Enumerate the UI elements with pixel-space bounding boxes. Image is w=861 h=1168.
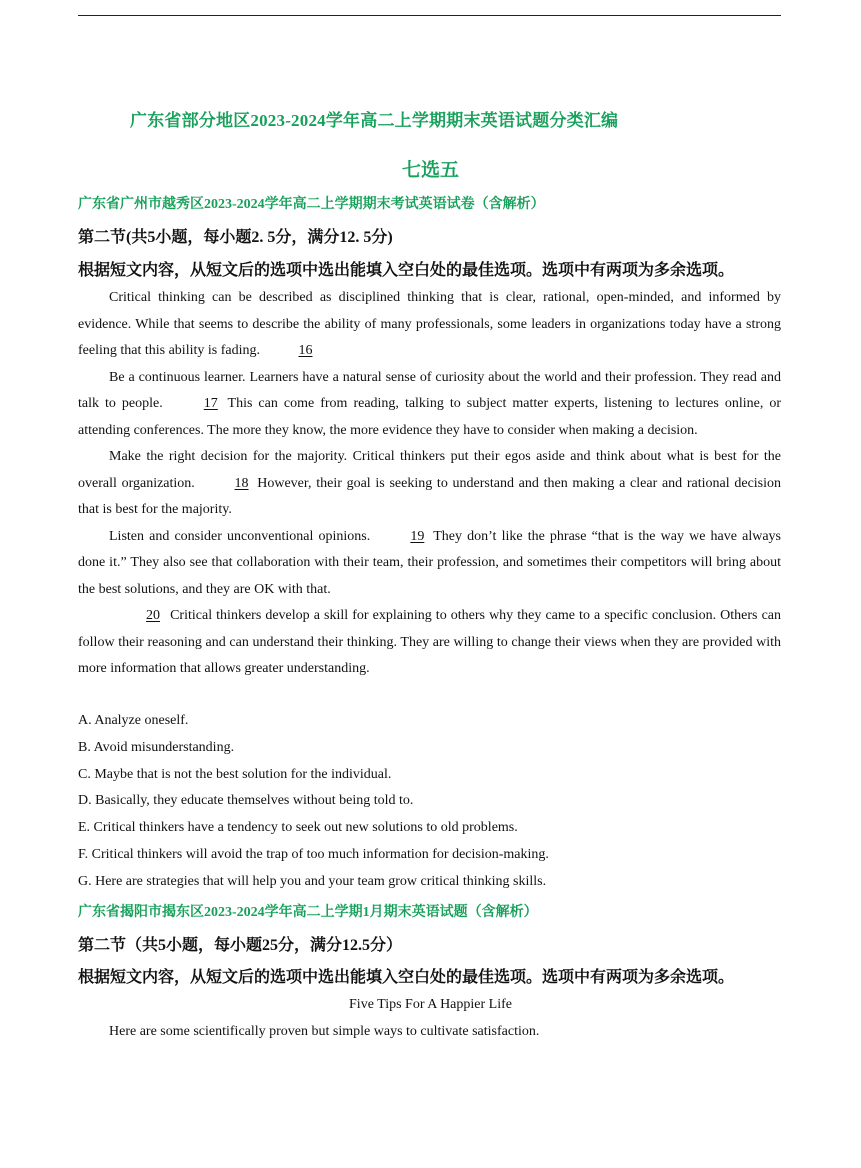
blank-20: 20 — [146, 608, 160, 623]
paragraph-1: Critical thinking can be described as disciplined thinking that is clear, rational, open-minded, and informed by evidence. While that seems to describe the ability of many professionals, some leaders in organizations today have a strong feeling that this ability is fading. 16 — [78, 285, 781, 365]
paragraph-3: Make the right decision for the majority. Critical thinkers put their egos aside and think about what is best for the overall organization. 18 However, their goal is seeking to understand and then making a clear and rational decision that is best for the majority. — [78, 449, 782, 517]
blank-16: 16 — [298, 343, 313, 358]
section1-source: 广东省广州市越秀区2023-2024学年高二上学期期末考试英语试卷（含解析） — [78, 197, 545, 212]
blank-18: 18 — [234, 475, 249, 491]
blank-17: 17 — [203, 396, 218, 411]
top-rule — [78, 15, 781, 16]
document-subtitle: 七选五 — [401, 160, 459, 181]
option-g: G. Here are strategies that will help you and your team grow critical thinking skills. — [78, 873, 547, 889]
section1-part-header: 第二节(共5小题，每小题2. 5分，满分12. 5分) — [78, 229, 393, 246]
passage-title: Five Tips For A Happier Life — [349, 997, 512, 1012]
option-a: A. Analyze oneself. — [78, 713, 189, 728]
document-title: 广东省部分地区2023-2024学年高二上学期期末英语试题分类汇编 — [130, 111, 619, 130]
section2-instruction: 根据短文内容，从短文后的选项中选出能填入空白处的最佳选项。选项中有两项为多余选项。 — [78, 969, 735, 986]
option-c: C. Maybe that is not the best solution for the individual. — [78, 766, 392, 782]
section1-instruction: 根据短文内容，从短文后的选项中选出能填入空白处的最佳选项。选项中有两项为多余选项。 — [78, 262, 735, 279]
option-d: D. Basically, they educate themselves without being told to. — [78, 793, 414, 809]
section2-paragraph-1: Here are some scientifically proven but simple ways to cultivate satisfaction. — [109, 1024, 540, 1039]
blank-19: 19 — [410, 528, 425, 544]
option-f: F. Critical thinkers will avoid the trap of too much information for decision-making. — [78, 846, 549, 862]
section1-options — [78, 708, 781, 896]
paragraph-2: Be a continuous learner. Learners have a natural sense of curiosity about the world and their profession. They read and talk to people. 17 This can come from reading, talking to subject matter experts, listening to lectures online, or attending conferences. The more they know, the more evidence they have to consider when making a decision. — [78, 369, 782, 438]
option-e: E. Critical thinkers have a tendency to seek out new solutions to old problems. — [78, 820, 518, 836]
section1-passage — [78, 285, 781, 683]
paragraph-5: 20 Critical thinkers develop a skill for explaining to others why they came to a specific conclusion. Others can follow their reasoning and can understand their thinking. They are willing to change their views when they are provided with more information that allows greater understanding. — [78, 603, 781, 683]
section2-source: 广东省揭阳市揭东区2023-2024学年高二上学期1月期末英语试题（含解析） — [78, 905, 538, 920]
paragraph-4: Listen and consider unconventional opinions. 19 They don’t like the phrase “that is the way we have always done it.” They also see that collaboration with their team, their profession, and sometimes their competitors will bring about the best solutions, and they are OK with that. — [78, 524, 781, 604]
option-b: B. Avoid misunderstanding. — [78, 739, 235, 755]
section2-part-header: 第二节（共5小题，每小题25分，满分12.5分） — [78, 937, 403, 954]
